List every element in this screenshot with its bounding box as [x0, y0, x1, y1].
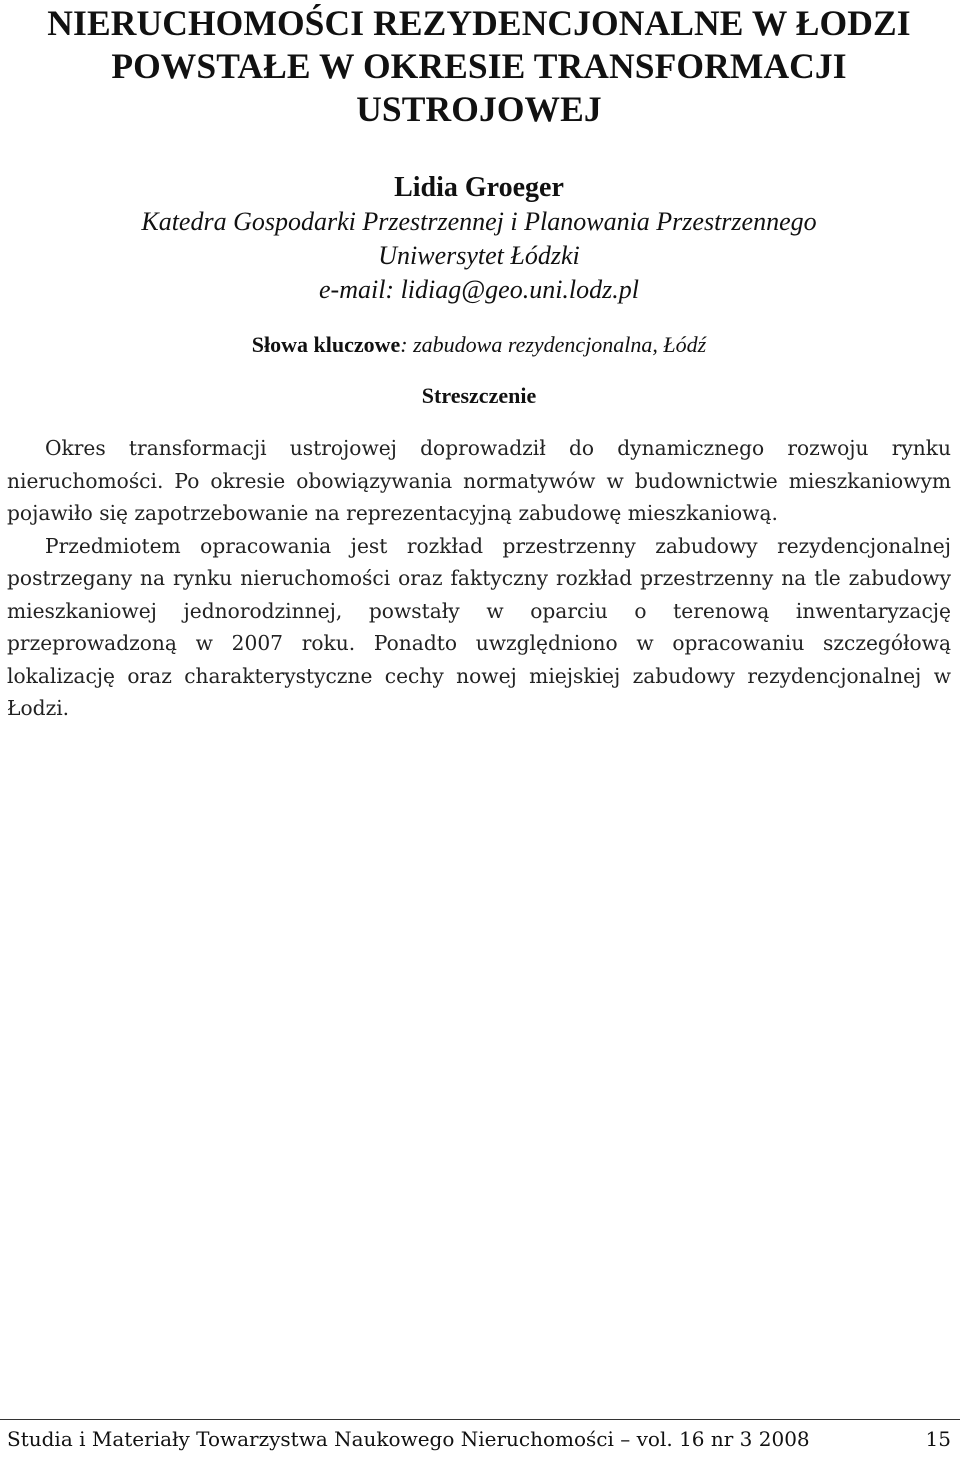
title-line-3: USTROJOWEJ	[356, 89, 602, 129]
author-name: Lidia Groeger	[394, 172, 564, 203]
author-email: e-mail: lidiag@geo.uni.lodz.pl	[319, 275, 639, 304]
footer-divider	[0, 1419, 960, 1420]
footer-journal-citation: Studia i Materiały Towarzystwa Naukowego Nieruchomości – vol. 16 nr 3 2008	[7, 1427, 810, 1451]
keywords-value: zabudowa rezydencjonalna, Łódź	[413, 332, 707, 357]
title-line-1: NIERUCHOMOŚCI REZYDENCJONALNE W ŁODZI	[47, 3, 911, 43]
abstract-paragraph-1: Okres transformacji ustrojowej doprowadził do dynamicznego rozwoju rynku nieruchomości. Po okresie obowiązywania normatywów w budownictwie mieszkaniowym pojawiło się zapotrzebowanie na reprezentacyjną zabudowę mieszkaniową.	[7, 436, 951, 525]
keywords-line	[7, 330, 951, 360]
abstract-heading: Streszczenie	[421, 383, 537, 408]
keywords-colon: :	[400, 332, 414, 357]
author-block	[7, 171, 951, 307]
title-line-2: POWSTAŁE W OKRESIE TRANSFORMACJI	[111, 46, 847, 86]
author-university: Uniwersytet Łódzki	[378, 241, 580, 270]
abstract-body	[7, 432, 951, 725]
article-page	[7, 0, 951, 725]
author-department: Katedra Gospodarki Przestrzennej i Planowania Przestrzennego	[141, 207, 817, 236]
keywords-label: Słowa kluczowe	[251, 332, 401, 357]
page-number: 15	[925, 1427, 951, 1451]
page-footer	[7, 1424, 951, 1454]
article-title	[7, 2, 951, 131]
abstract-paragraph-2: Przedmiotem opracowania jest rozkład przestrzenny zabudowy rezydencjonalnej postrzegany na rynku nieruchomości oraz faktyczny rozkład przestrzenny na tle zabudowy mieszkaniowej jednorodzinnej, powstały w oparciu o terenową inwentaryzację przeprowadzoną w 2007 roku. Ponadto uwzględniono w opracowaniu szczegółową lokalizację oraz charakterystyczne cechy nowej miejskiej zabudowy rezydencjonalnej w Łodzi.	[7, 533, 951, 720]
